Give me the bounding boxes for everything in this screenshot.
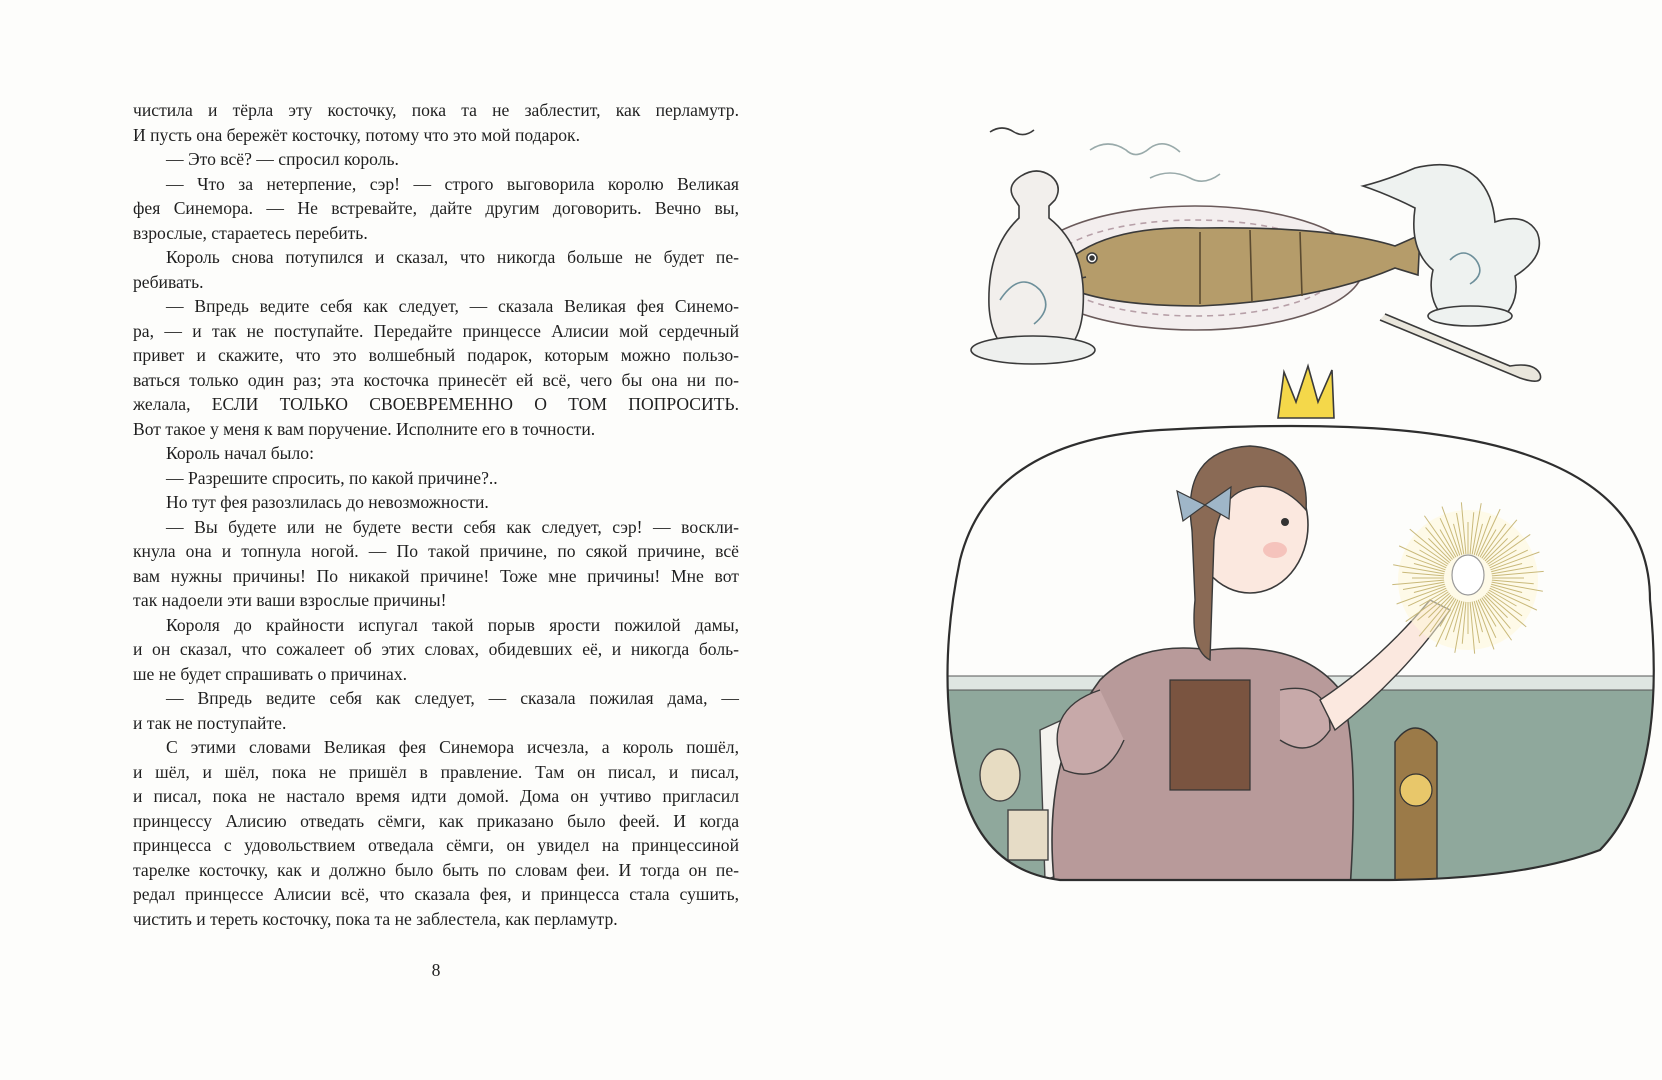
cheek	[1263, 542, 1287, 558]
text-line: — Это всё? — спросил король.	[166, 149, 399, 169]
grandfather-clock	[1395, 728, 1437, 892]
small-portrait	[1008, 810, 1048, 860]
text-line: редал принцессе Алисии всё, что сказала фея, и принцесса стала сушить,	[133, 884, 739, 904]
text-line: Король начал было:	[166, 443, 314, 463]
text-line: Вот такое у меня к вам поручение. Исполните его в точности.	[133, 418, 596, 439]
text-line: Король снова потупился и сказал, что никогда больше не будет пе-	[166, 247, 739, 267]
text-line: фея Синемора. — Не встревайте, дайте другим договорить. Вечно вы,	[133, 198, 739, 218]
princess-vignette	[930, 420, 1662, 892]
bone	[1452, 555, 1484, 595]
text-line: тарелке косточку, как и должно было быть по словам феи. И тогда он пе-	[133, 859, 739, 880]
text-line: вам нужны причины! По никакой причине! Тоже мне причины! Мне вот	[133, 565, 739, 586]
clock-face	[1400, 774, 1432, 806]
text-line: ра, — и так не поступайте. Передайте принцессе Алисии мой сердечный	[133, 320, 739, 341]
eye	[1281, 518, 1289, 526]
text-line: чистить и тереть косточку, пока та не заблестела, как перламутр.	[133, 908, 618, 929]
text-line: — Вы будете или не будете вести себя как следует, сэр! — воскли-	[166, 516, 739, 537]
text-line: желала, ЕСЛИ ТОЛЬКО СВОЕВРЕМЕННО О ТОМ ПОПРОСИТЬ.	[133, 394, 739, 414]
fish	[1060, 228, 1420, 306]
steam-wisp	[1150, 173, 1220, 181]
text-line: кнула она и топнула ногой. — По такой причине, по сякой причине, всё	[133, 541, 739, 561]
text-line: так надоели эти ваши взрослые причины!	[133, 590, 447, 610]
text-line: и так не поступайте.	[133, 712, 287, 733]
text-line: взрослые, стараетесь перебить.	[133, 222, 368, 243]
text-line: — Впредь ведите себя как следует, — сказала Великая фея Синемо-	[166, 296, 739, 316]
bodice	[1170, 680, 1250, 790]
steam-wisp	[990, 128, 1034, 135]
text-line: и шёл, и шёл, пока не пришёл в правление. Там он писал, и писал,	[133, 761, 739, 782]
vase-saucer	[971, 336, 1095, 364]
text-line: чистила и тёрла эту косточку, пока та не заблестит, как перламутр.	[133, 100, 739, 120]
text-line: ваться только один раз; эта косточка принесёт ей всё, чего бы она ни по-	[133, 369, 739, 390]
portrait-frame	[980, 749, 1020, 801]
text-line: С этими словами Великая фея Синемора исчезла, а король пошёл,	[166, 737, 739, 757]
text-line: и он сказал, что сожалеет об этих словах, обидевших её, и никогда боль-	[133, 639, 739, 659]
text-line: Но тут фея разозлилась до невозможности.	[166, 492, 489, 512]
text-line: И пусть она бережёт косточку, потому что это мой подарок.	[133, 124, 580, 145]
text-line: и писал, пока не настало время идти домой. Дома он учтиво пригласил	[133, 786, 739, 806]
text-line: — Впредь ведите себя как следует, — сказала пожилая дама, —	[166, 688, 739, 708]
page-number: 8	[431, 960, 441, 980]
pitcher-base	[1428, 306, 1512, 326]
text-line: Короля до крайности испугал такой порыв ярости пожилой дамы,	[166, 614, 739, 635]
text-line: принцесса с удовольствием отведала сёмги, он увидел на принцессиной	[133, 835, 739, 855]
vase	[989, 171, 1083, 358]
steam-wisp	[1090, 144, 1180, 155]
text-line: — Разрешите спросить, по какой причине?..	[166, 467, 498, 488]
text-line: ребивать.	[133, 271, 204, 292]
text-line: — Что за нетерпение, сэр! — строго выговорила королю Великая	[166, 173, 739, 194]
crown-icon	[1278, 366, 1334, 418]
text-line: привет и скажите, что это волшебный подарок, которым можно пользо-	[133, 345, 739, 365]
text-line: принцессу Алисию отведать сёмги, как приказано было феей. И когда	[133, 810, 739, 831]
fish-on-platter-illustration	[971, 128, 1541, 381]
text-line: ше не будет спрашивать о причинах.	[133, 663, 408, 684]
